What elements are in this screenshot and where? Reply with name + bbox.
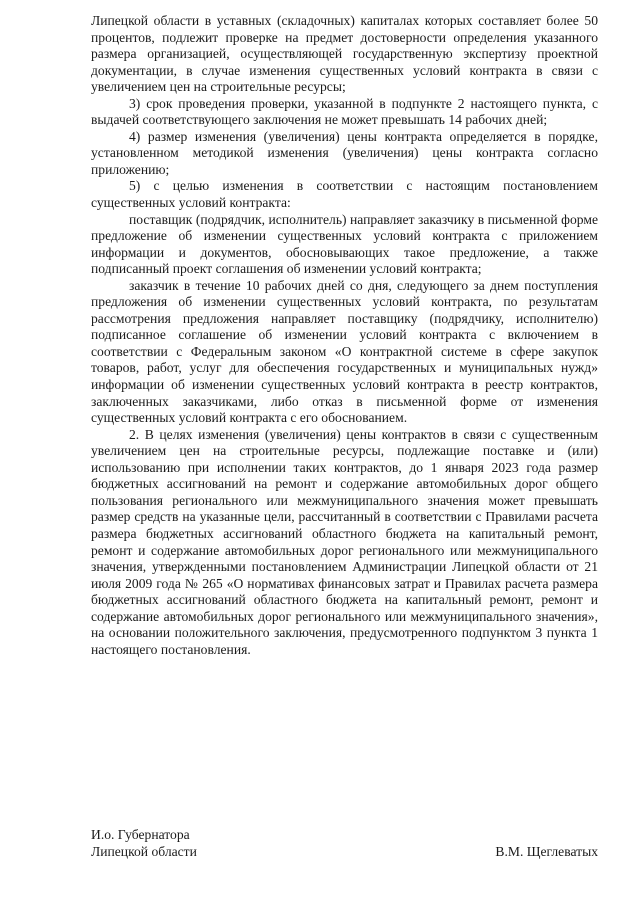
signatory-name: В.М. Щеглеватых xyxy=(495,844,598,859)
paragraph-7: 2. В целях изменения (увеличения) цены контрактов в связи с существенным увеличением цен на строительные ресурсы, подлежащие поставке и (или) использованию при исполнении таких контрактов, до 1 января 2023 года размер бюджетных ассигнований на ремонт и содержание автомобильных дорог общего пользования регионального или межмуниципального значения может превышать размер средств на указанные цели, рассчитанный в соответствии с Правилами расчета размера бюджетных ассигнований областного бюджета на капитальный ремонт, ремонт и содержание автомобильных дорог регионального или межмуниципального значения, утвержденными постановлением Администрации Липецкой области от 21 июля 2009 года № 265 «О нормативах финансовых затрат и Правилах расчета размера бюджетных ассигнований областного бюджета на капитальный ремонт, ремонт и содержание автомобильных дорог регионального или межмуниципального значения», на основании положительного заключения, предусмотренного подпунктом 3 пункта 1 настоящего постановления. xyxy=(91,426,598,657)
signature-row xyxy=(91,843,598,860)
paragraph-6: заказчик в течение 10 рабочих дней со дня, следующего за днем поступления предложения об изменении существенных условий контракта, по результатам рассмотрения предложения направляет поставщику (подрядчику, исполнителю) подписанное соглашение об изменении условий контракта с включением в соответствии с Федеральным законом «О контрактной системе в сфере закупок товаров, работ, услуг для обеспечения государственных и муниципальных нужд» информации об изменении существенных условий контракта в реестр контрактов, заключенных заказчиками, либо отказ в письменной форме от изменения существенных условий контракта с его обоснованием. xyxy=(91,277,598,426)
paragraph-1: Липецкой области в уставных (складочных) капиталах которых составляет более 50 процентов, подлежит проверке на предмет достоверности определения указанного размера организацией, осуществляющей государственную экспертизу проектной документации, в случае изменения существенных условий контракта в связи с увеличением цен на строительные ресурсы; xyxy=(91,13,598,95)
paragraph-5: поставщик (подрядчик, исполнитель) направляет заказчику в письменной форме предложение об изменении существенных условий контракта с приложением информации и документов, обосновывающих такое предложение, а также подписанный проект соглашения об изменении условий контракта; xyxy=(91,211,598,277)
paragraph-4: 5) с целью изменения в соответствии с настоящим постановлением существенных условий контракта: xyxy=(91,178,598,211)
signatory-position-line1: И.о. Губернатора xyxy=(91,827,190,842)
paragraph-3: 4) размер изменения (увеличения) цены контракта определяется в порядке, установленном методикой изменения (увеличения) цены контракта согласно приложению; xyxy=(91,128,598,177)
paragraph-2: 3) срок проведения проверки, указанной в подпункте 2 настоящего пункта, с выдачей соответствующего заключения не может превышать 14 рабочих дней; xyxy=(91,95,598,128)
document-body xyxy=(91,13,598,658)
signature-block xyxy=(91,826,598,860)
signatory-position-line2: Липецкой области xyxy=(91,844,197,859)
